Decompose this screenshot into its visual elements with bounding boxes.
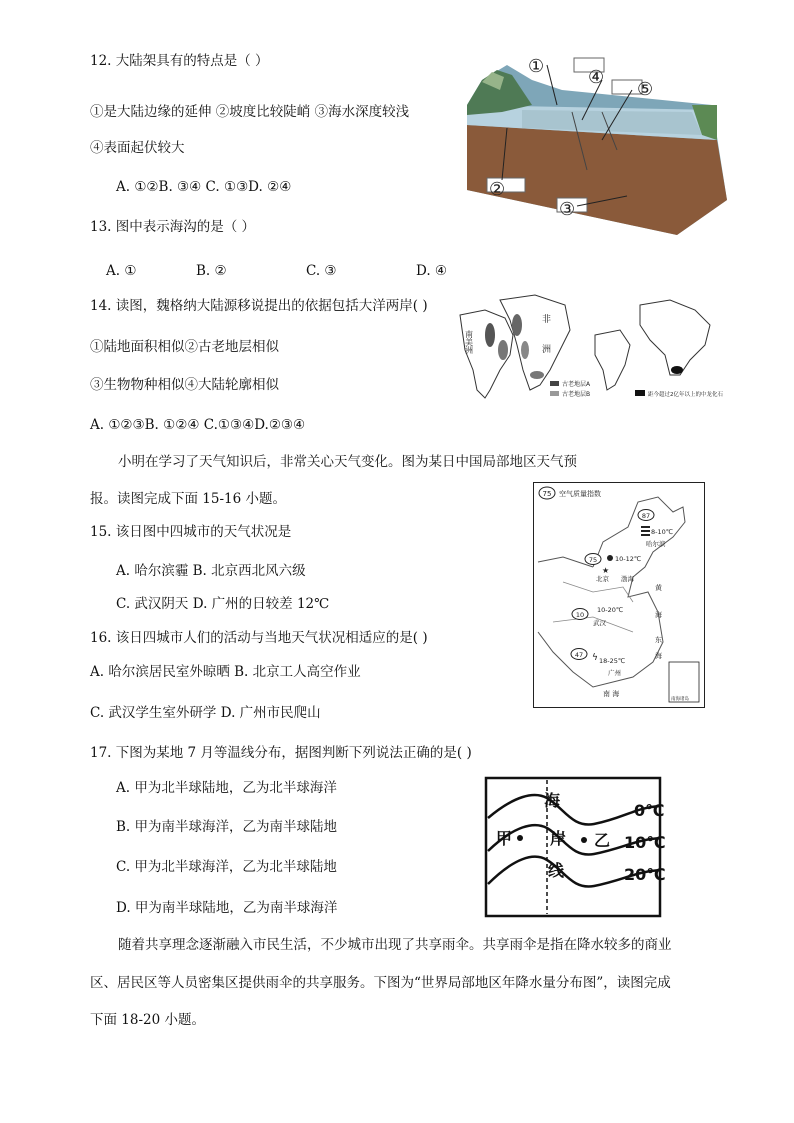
coastline-label-3: 线 xyxy=(548,861,565,880)
huanghai-label-1: 黄 xyxy=(655,584,662,592)
isotherm-10-label: 10℃ xyxy=(624,833,666,852)
q13-option-b: B. ② xyxy=(196,263,227,279)
wuhan-temp: 10-20℃ xyxy=(597,606,624,614)
wuhan-label: 武汉 xyxy=(593,619,606,627)
guangzhou-aqi: 47 xyxy=(574,651,584,659)
weather-legend-number: 75 xyxy=(542,490,552,498)
beijing-temp: 10-12℃ xyxy=(615,555,642,563)
q17-option-d: D. 甲为南半球陆地，乙为南半球海洋 xyxy=(116,900,338,916)
beijing-star-icon: ★ xyxy=(602,566,610,575)
q15-stem: 15. 该日图中四城市的天气状况是 xyxy=(90,524,292,540)
guangzhou-label: 广州 xyxy=(608,669,621,677)
intro-15-16-line1: 小明在学习了天气知识后，非常关心天气变化。图为某日中国局部地区天气预 xyxy=(118,454,577,470)
q13-option-d: D. ④ xyxy=(416,263,448,279)
bohai-label: 渤海 xyxy=(621,575,634,583)
drift-legend-c: 距今超过2亿年以上的中龙化石 xyxy=(648,392,724,398)
weather-map-figure xyxy=(533,482,705,708)
harbin-aqi: 87 xyxy=(641,512,651,520)
isotherm-20-label: 20℃ xyxy=(624,865,666,884)
q13-option-a: A. ① xyxy=(106,263,137,279)
coastline-label-2: 岸 xyxy=(550,829,567,848)
shelf-label-1: ① xyxy=(528,56,545,77)
q14-stem: 14. 读图，魏格纳大陆源移说提出的依据包括大洋两岸( ) xyxy=(90,298,428,314)
q16-options-2: C. 武汉学生室外研学 D. 广州市民爬山 xyxy=(90,705,321,721)
shelf-label-5: ⑤ xyxy=(637,79,654,100)
q14-options: A. ①②③B. ①②④ C.①③④D.②③④ xyxy=(90,417,306,433)
shelf-label-3: ③ xyxy=(559,199,576,220)
nanhai-label: 南 海 xyxy=(603,690,620,698)
shelf-label-4: ④ xyxy=(588,67,605,88)
intro-18-20-line3: 下面 18-20 小题。 xyxy=(90,1012,206,1028)
q14-statements-1: ①陆地面积相似②古老地层相似 xyxy=(90,339,279,355)
q13-stem: 13. 图中表示海沟的是（ ） xyxy=(90,219,256,235)
isotherm-0-label: 0℃ xyxy=(634,801,665,820)
beijing-label: 北京 xyxy=(596,575,609,583)
isotherm-figure xyxy=(484,776,684,920)
drift-label-south-america: 南美洲 xyxy=(464,330,474,354)
q17-stem: 17. 下图为某地 7 月等温线分布，据图判断下列说法正确的是( ) xyxy=(90,745,472,761)
q15-options-1: A. 哈尔滨霾 B. 北京西北风六级 xyxy=(116,563,306,579)
q17-option-b: B. 甲为南半球海洋，乙为南半球陆地 xyxy=(116,819,338,835)
q14-statements-2: ③生物物种相似④大陆轮廓相似 xyxy=(90,377,279,393)
q12-stem: 12. 大陆架具有的特点是（ ） xyxy=(90,53,269,69)
harbin-temp: 8-10℃ xyxy=(651,528,674,536)
donghai-label-2: 海 xyxy=(655,652,662,660)
beijing-aqi: 75 xyxy=(588,556,598,564)
intro-18-20-line2: 区、居民区等人员密集区提供雨伞的共享服务。下图为“世界局部地区年降水量分布图”，读图完成 xyxy=(90,975,671,991)
donghai-label-1: 东 xyxy=(655,636,662,644)
drift-legend-b: 古老地层B xyxy=(562,391,591,398)
yi-label: 乙 xyxy=(594,831,611,850)
shelf-label-2: ② xyxy=(489,179,506,200)
q13-option-c: C. ③ xyxy=(306,263,337,279)
jia-label: 甲 xyxy=(496,829,513,848)
q15-options-2: C. 武汉阴天 D. 广州的日较差 12℃ xyxy=(116,596,330,612)
harbin-label: 哈尔滨 xyxy=(646,540,666,548)
huanghai-label-2: 海 xyxy=(655,611,662,619)
q12-statements-2: ④表面起伏较大 xyxy=(90,140,185,156)
q17-option-a: A. 甲为北半球陆地，乙为北半球海洋 xyxy=(116,780,337,796)
continental-shelf-figure xyxy=(462,50,732,240)
q17-option-c: C. 甲为北半球海洋，乙为北半球陆地 xyxy=(116,859,337,875)
drift-legend-a: 古老地层A xyxy=(562,381,591,388)
q12-options: A. ①②B. ③④ C. ①③D. ②④ xyxy=(116,179,292,195)
south-china-sea-inset-label: 南海诸岛 xyxy=(671,697,689,702)
intro-15-16-line2: 报。读图完成下面 15-16 小题。 xyxy=(90,491,287,507)
lightning-icon: ϟ xyxy=(592,653,598,663)
drift-label-africa-1: 非 xyxy=(542,315,552,325)
continental-drift-figure xyxy=(455,290,730,405)
q12-statements-1: ①是大陆边缘的延伸 ②坡度比较陡峭 ③海水深度较浅 xyxy=(90,104,410,120)
wuhan-aqi: 10 xyxy=(575,611,585,619)
intro-18-20-line1: 随着共享理念逐渐融入市民生活，不少城市出现了共享雨伞。共享雨伞是指在降水较多的商业 xyxy=(118,937,672,953)
weather-legend-title: 空气质量指数 xyxy=(559,490,601,498)
coastline-label-1: 海 xyxy=(544,791,561,810)
guangzhou-temp: 18-25℃ xyxy=(599,657,626,665)
drift-label-africa-2: 洲 xyxy=(542,345,552,355)
q16-stem: 16. 该日四城市人们的活动与当地天气状况相适应的是( ) xyxy=(90,630,428,646)
q16-options-1: A. 哈尔滨居民室外晾晒 B. 北京工人高空作业 xyxy=(90,664,361,680)
